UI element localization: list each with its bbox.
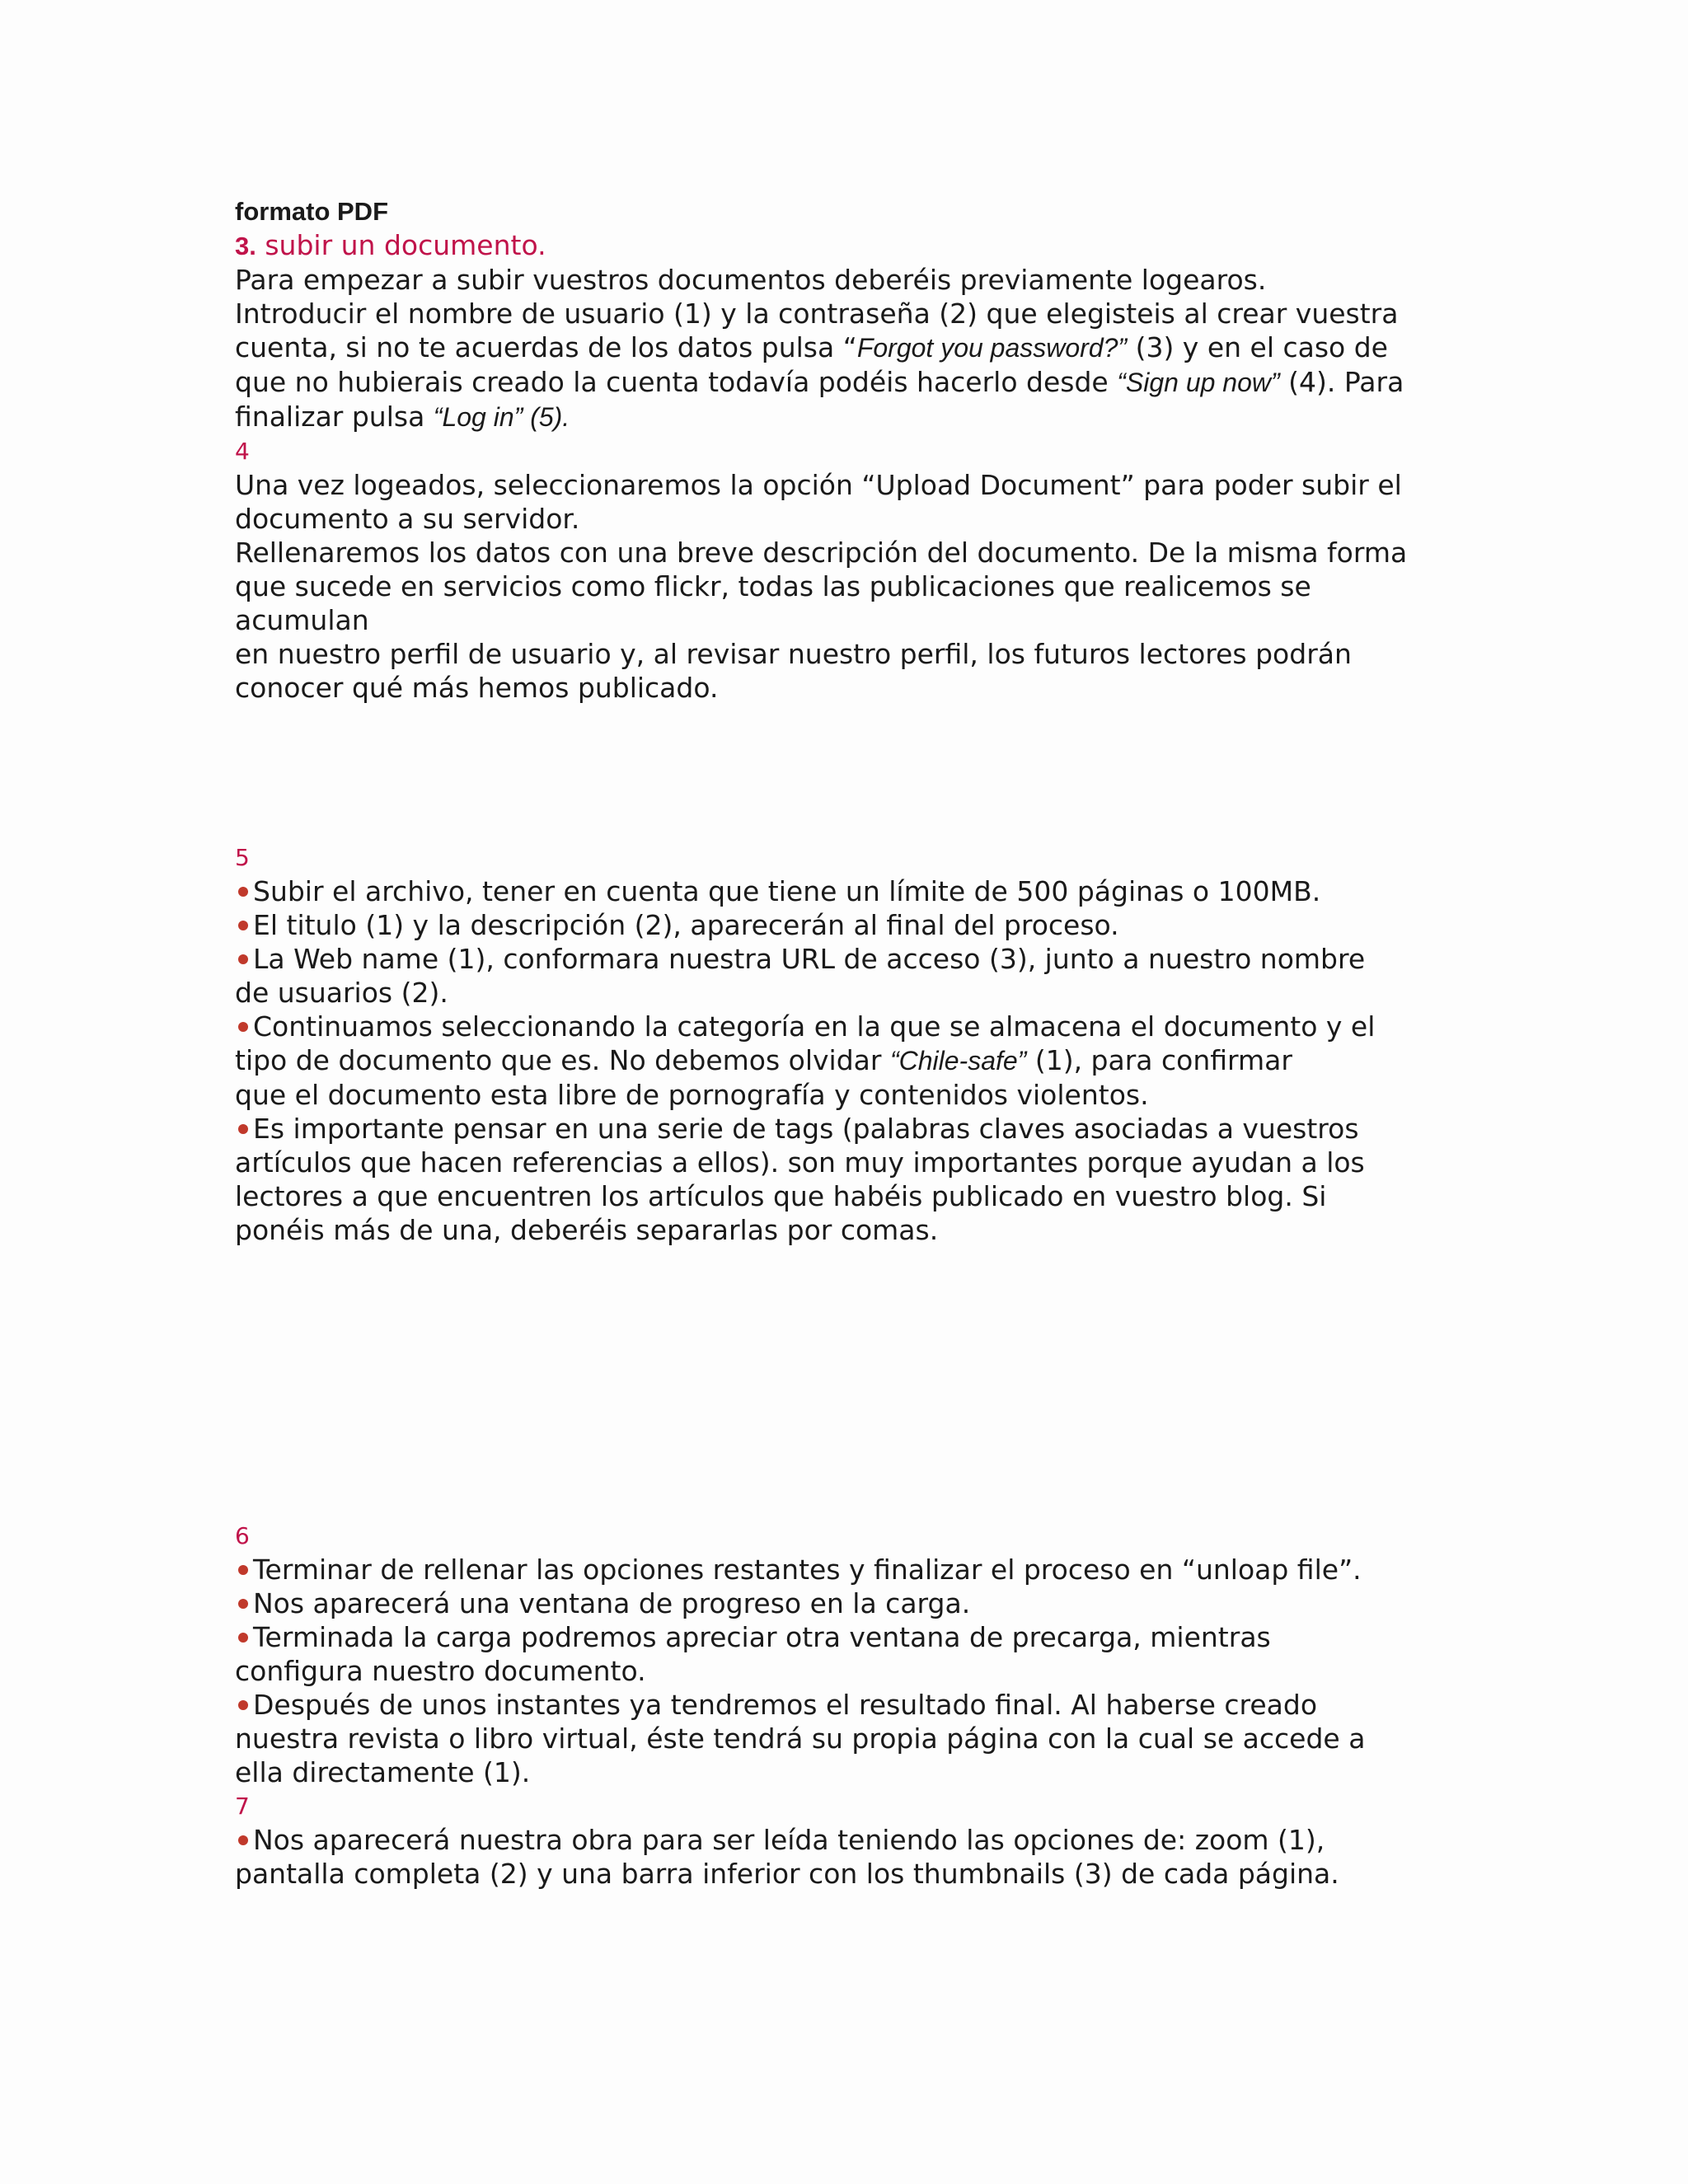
section-6-number: 6 — [235, 1522, 250, 1549]
paragraph-line: configura nuestro documento. — [235, 1655, 646, 1687]
text-run: cuenta, si no te acuerdas de los datos pulsa “ — [235, 331, 857, 363]
paragraph-line — [235, 330, 1471, 365]
bullet-text: Después de unos instantes ya tendremos el resultado final. Al haberse creado — [253, 1689, 1318, 1721]
chile-safe-label: “Chile-safe” — [889, 1046, 1027, 1076]
paragraph-line: Una vez logeados, seleccionaremos la opción “Upload Document” para poder subir el — [235, 469, 1402, 501]
bullet-text: Es importante pensar en una serie de tags (palabras claves asociadas a vuestros — [253, 1113, 1359, 1145]
blank-space — [235, 1247, 1471, 1519]
bullet-item — [235, 874, 1471, 908]
log-in-label: “Log in” (5). — [433, 402, 570, 432]
bullet-icon — [238, 1599, 248, 1609]
bullet-text: Nos aparecerá una ventana de progreso en la carga. — [253, 1587, 971, 1619]
bullet-icon — [238, 1565, 248, 1575]
paragraph-line: de usuarios (2). — [235, 977, 448, 1009]
paragraph-line: que el documento esta libre de pornografía y contenidos violentos. — [235, 1079, 1149, 1111]
bullet-text: Nos aparecerá nuestra obra para ser leída teniendo las opciones de: zoom (1), — [253, 1824, 1325, 1856]
paragraph-line — [235, 1043, 1471, 1078]
paragraph-line — [235, 400, 1471, 434]
bullet-item — [235, 1620, 1471, 1654]
bullet-icon — [238, 1124, 248, 1134]
document-page — [235, 194, 1471, 1891]
paragraph-line: ella directamente (1). — [235, 1756, 531, 1788]
bullet-text: El titulo (1) y la descripción (2), aparecerán al final del proceso. — [253, 909, 1119, 941]
paragraph-line: que sucede en servicios como flickr, todas las publicaciones que realicemos se — [235, 570, 1311, 602]
paragraph-line: artículos que hacen referencias a ellos). son muy importantes porque ayudan a los — [235, 1146, 1365, 1179]
bullet-text: Subir el archivo, tener en cuenta que tiene un límite de 500 páginas o 100MB. — [253, 875, 1321, 907]
paragraph-line: Rellenaremos los datos con una breve descripción del documento. De la misma forma — [235, 537, 1408, 569]
paragraph-line — [235, 365, 1471, 400]
forgot-password-label: Forgot you password?” — [856, 333, 1128, 363]
bullet-icon — [238, 1022, 248, 1032]
text-run: tipo de documento que es. No debemos olvidar — [235, 1044, 890, 1076]
bullet-icon — [238, 954, 248, 964]
paragraph-line: documento a su servidor. — [235, 503, 580, 535]
section-3-number: 3. — [235, 232, 256, 260]
text-run: (1), para confirmar — [1026, 1044, 1292, 1076]
section-3-title: subir un documento. — [265, 229, 546, 261]
bullet-text: La Web name (1), conformara nuestra URL de acceso (3), junto a nuestro nombre — [253, 943, 1366, 975]
blank-space — [235, 705, 1471, 841]
section-7-number: 7 — [235, 1793, 250, 1820]
bullet-icon — [238, 1700, 248, 1710]
paragraph-line: ponéis más de una, deberéis separarlas por comas. — [235, 1214, 939, 1246]
paragraph-line: lectores a que encuentren los artículos que habéis publicado en vuestro blog. Si — [235, 1180, 1327, 1212]
section-5-number: 5 — [235, 844, 250, 871]
bullet-text: Terminada la carga podremos apreciar otra ventana de precarga, mientras — [253, 1621, 1271, 1653]
text-run: finalizar pulsa — [235, 401, 434, 433]
paragraph-line: nuestra revista o libro virtual, éste tendrá su propia página con la cual se accede a — [235, 1722, 1366, 1755]
bullet-icon — [238, 887, 248, 897]
text-run: que no hubierais creado la cuenta todavía podéis hacerlo desde — [235, 366, 1118, 398]
bullet-item — [235, 1112, 1471, 1146]
text-run: (4). Para — [1279, 366, 1404, 398]
bullet-icon — [238, 1633, 248, 1643]
bullet-item — [235, 1010, 1471, 1043]
bullet-text: Terminar de rellenar las opciones restantes y finalizar el proceso en “unloap file”. — [253, 1554, 1362, 1586]
paragraph-line: Introducir el nombre de usuario (1) y la contraseña (2) que elegisteis al crear vuestra — [235, 298, 1399, 330]
document-title: formato PDF — [235, 197, 388, 226]
bullet-item — [235, 908, 1471, 942]
paragraph-line: conocer qué más hemos publicado. — [235, 672, 719, 704]
text-run: (3) y en el caso de — [1127, 331, 1388, 363]
sign-up-label: “Sign up now” — [1117, 368, 1280, 397]
bullet-item — [235, 1586, 1471, 1620]
bullet-text: Continuamos seleccionando la categoría en la que se almacena el documento y el — [253, 1010, 1376, 1043]
paragraph-line: acumulan — [235, 604, 369, 636]
bullet-item — [235, 1688, 1471, 1722]
paragraph-line: pantalla completa (2) y una barra inferior con los thumbnails (3) de cada página. — [235, 1858, 1339, 1890]
bullet-item — [235, 1823, 1471, 1857]
bullet-icon — [238, 1835, 248, 1845]
bullet-item — [235, 1553, 1471, 1586]
bullet-icon — [238, 921, 248, 930]
section-4-number: 4 — [235, 438, 250, 465]
paragraph-line: en nuestro perfil de usuario y, al revisar nuestro perfil, los futuros lectores podrán — [235, 638, 1352, 670]
section-3-heading — [235, 228, 1471, 263]
bullet-item — [235, 942, 1471, 976]
paragraph-line: Para empezar a subir vuestros documentos deberéis previamente logearos. — [235, 264, 1267, 296]
